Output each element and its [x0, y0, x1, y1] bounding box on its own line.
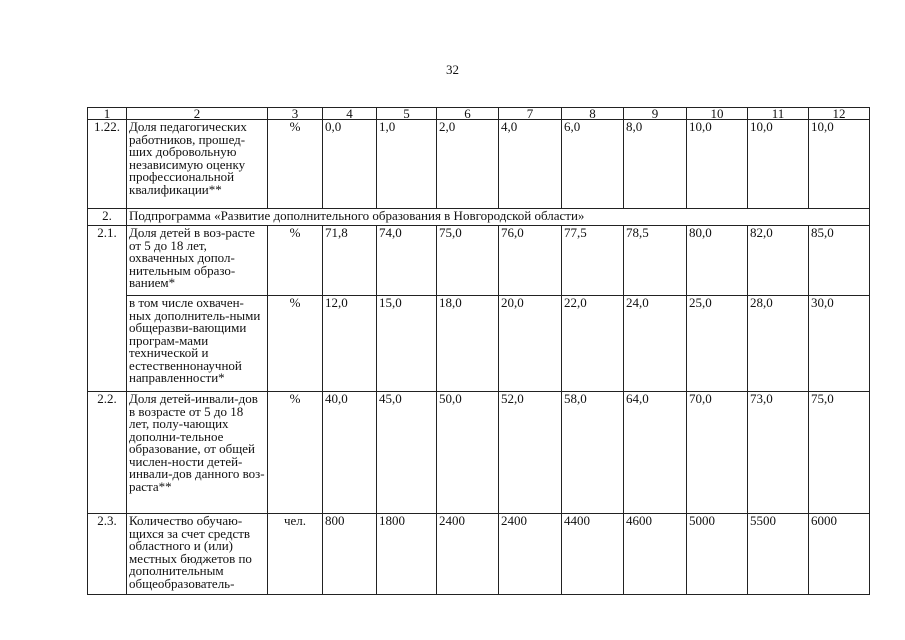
value-cell: 4,0	[499, 120, 562, 209]
value-cell: 70,0	[687, 392, 748, 514]
indicator-name: Доля педагогических работников, прошед-ших добровольную независимую оценку профессиональной квалификации**	[127, 120, 268, 209]
unit-cell: %	[268, 120, 323, 209]
value-cell: 73,0	[748, 392, 809, 514]
value-cell: 800	[323, 514, 377, 595]
header-cell: 2	[127, 108, 268, 120]
value-cell: 18,0	[437, 296, 499, 392]
value-cell: 25,0	[687, 296, 748, 392]
header-cell: 11	[748, 108, 809, 120]
value-cell: 75,0	[809, 392, 870, 514]
table-row	[88, 120, 870, 209]
value-cell: 82,0	[748, 226, 809, 296]
value-cell: 4400	[562, 514, 624, 595]
table-row	[88, 296, 870, 392]
value-cell: 22,0	[562, 296, 624, 392]
page-number: 32	[446, 62, 459, 77]
value-cell: 6000	[809, 514, 870, 595]
table-row	[88, 226, 870, 296]
value-cell: 30,0	[809, 296, 870, 392]
indicator-name: Доля детей-инвали-дов в возрасте от 5 до 18 лет, полу-чающих дополни-тельное образование, от общей числен-ности детей-инвали-дов данного воз-раста**	[127, 392, 268, 514]
row-number: 2.2.	[88, 392, 127, 514]
value-cell: 52,0	[499, 392, 562, 514]
indicator-name: Количество обучаю-щихся за счет средств областного и (или) местных бюджетов по дополнительным общеобразователь-	[127, 514, 268, 595]
section-row	[88, 209, 870, 226]
table-row	[88, 514, 870, 595]
value-cell: 12,0	[323, 296, 377, 392]
value-cell: 20,0	[499, 296, 562, 392]
value-cell: 58,0	[562, 392, 624, 514]
unit-cell: %	[268, 296, 323, 392]
value-cell: 8,0	[624, 120, 687, 209]
indicators-table	[87, 107, 870, 595]
unit-cell: %	[268, 392, 323, 514]
header-cell: 7	[499, 108, 562, 120]
table-header-row	[88, 108, 870, 120]
section-title: Подпрограмма «Развитие дополнительного образования в Новгородской области»	[127, 209, 870, 226]
value-cell: 64,0	[624, 392, 687, 514]
header-cell: 12	[809, 108, 870, 120]
value-cell: 85,0	[809, 226, 870, 296]
value-cell: 2400	[437, 514, 499, 595]
value-cell: 40,0	[323, 392, 377, 514]
value-cell: 77,5	[562, 226, 624, 296]
header-cell: 9	[624, 108, 687, 120]
value-cell: 15,0	[377, 296, 437, 392]
value-cell: 1800	[377, 514, 437, 595]
value-cell: 45,0	[377, 392, 437, 514]
value-cell: 2400	[499, 514, 562, 595]
indicator-name: в том числе охвачен-ных дополнитель-ными общеразви-вающими програм-мами технической и естественнонаучной направленности*	[127, 296, 268, 392]
row-number: 2.1.	[88, 226, 127, 392]
value-cell: 24,0	[624, 296, 687, 392]
row-number: 2.3.	[88, 514, 127, 595]
value-cell: 6,0	[562, 120, 624, 209]
row-number: 1.22.	[88, 120, 127, 209]
value-cell: 78,5	[624, 226, 687, 296]
header-cell: 4	[323, 108, 377, 120]
section-number: 2.	[88, 209, 127, 226]
indicator-name: Доля детей в воз-расте от 5 до 18 лет, охваченных допол-нительным образо-ванием*	[127, 226, 268, 296]
unit-cell: %	[268, 226, 323, 296]
value-cell: 1,0	[377, 120, 437, 209]
value-cell: 74,0	[377, 226, 437, 296]
header-cell: 8	[562, 108, 624, 120]
value-cell: 28,0	[748, 296, 809, 392]
value-cell: 75,0	[437, 226, 499, 296]
header-cell: 10	[687, 108, 748, 120]
value-cell: 80,0	[687, 226, 748, 296]
value-cell: 0,0	[323, 120, 377, 209]
value-cell: 76,0	[499, 226, 562, 296]
value-cell: 10,0	[748, 120, 809, 209]
header-cell: 1	[88, 108, 127, 120]
value-cell: 5500	[748, 514, 809, 595]
value-cell: 50,0	[437, 392, 499, 514]
value-cell: 2,0	[437, 120, 499, 209]
header-cell: 6	[437, 108, 499, 120]
value-cell: 4600	[624, 514, 687, 595]
value-cell: 10,0	[809, 120, 870, 209]
value-cell: 10,0	[687, 120, 748, 209]
header-cell: 5	[377, 108, 437, 120]
unit-cell: чел.	[268, 514, 323, 595]
header-cell: 3	[268, 108, 323, 120]
value-cell: 71,8	[323, 226, 377, 296]
table-row	[88, 392, 870, 514]
value-cell: 5000	[687, 514, 748, 595]
